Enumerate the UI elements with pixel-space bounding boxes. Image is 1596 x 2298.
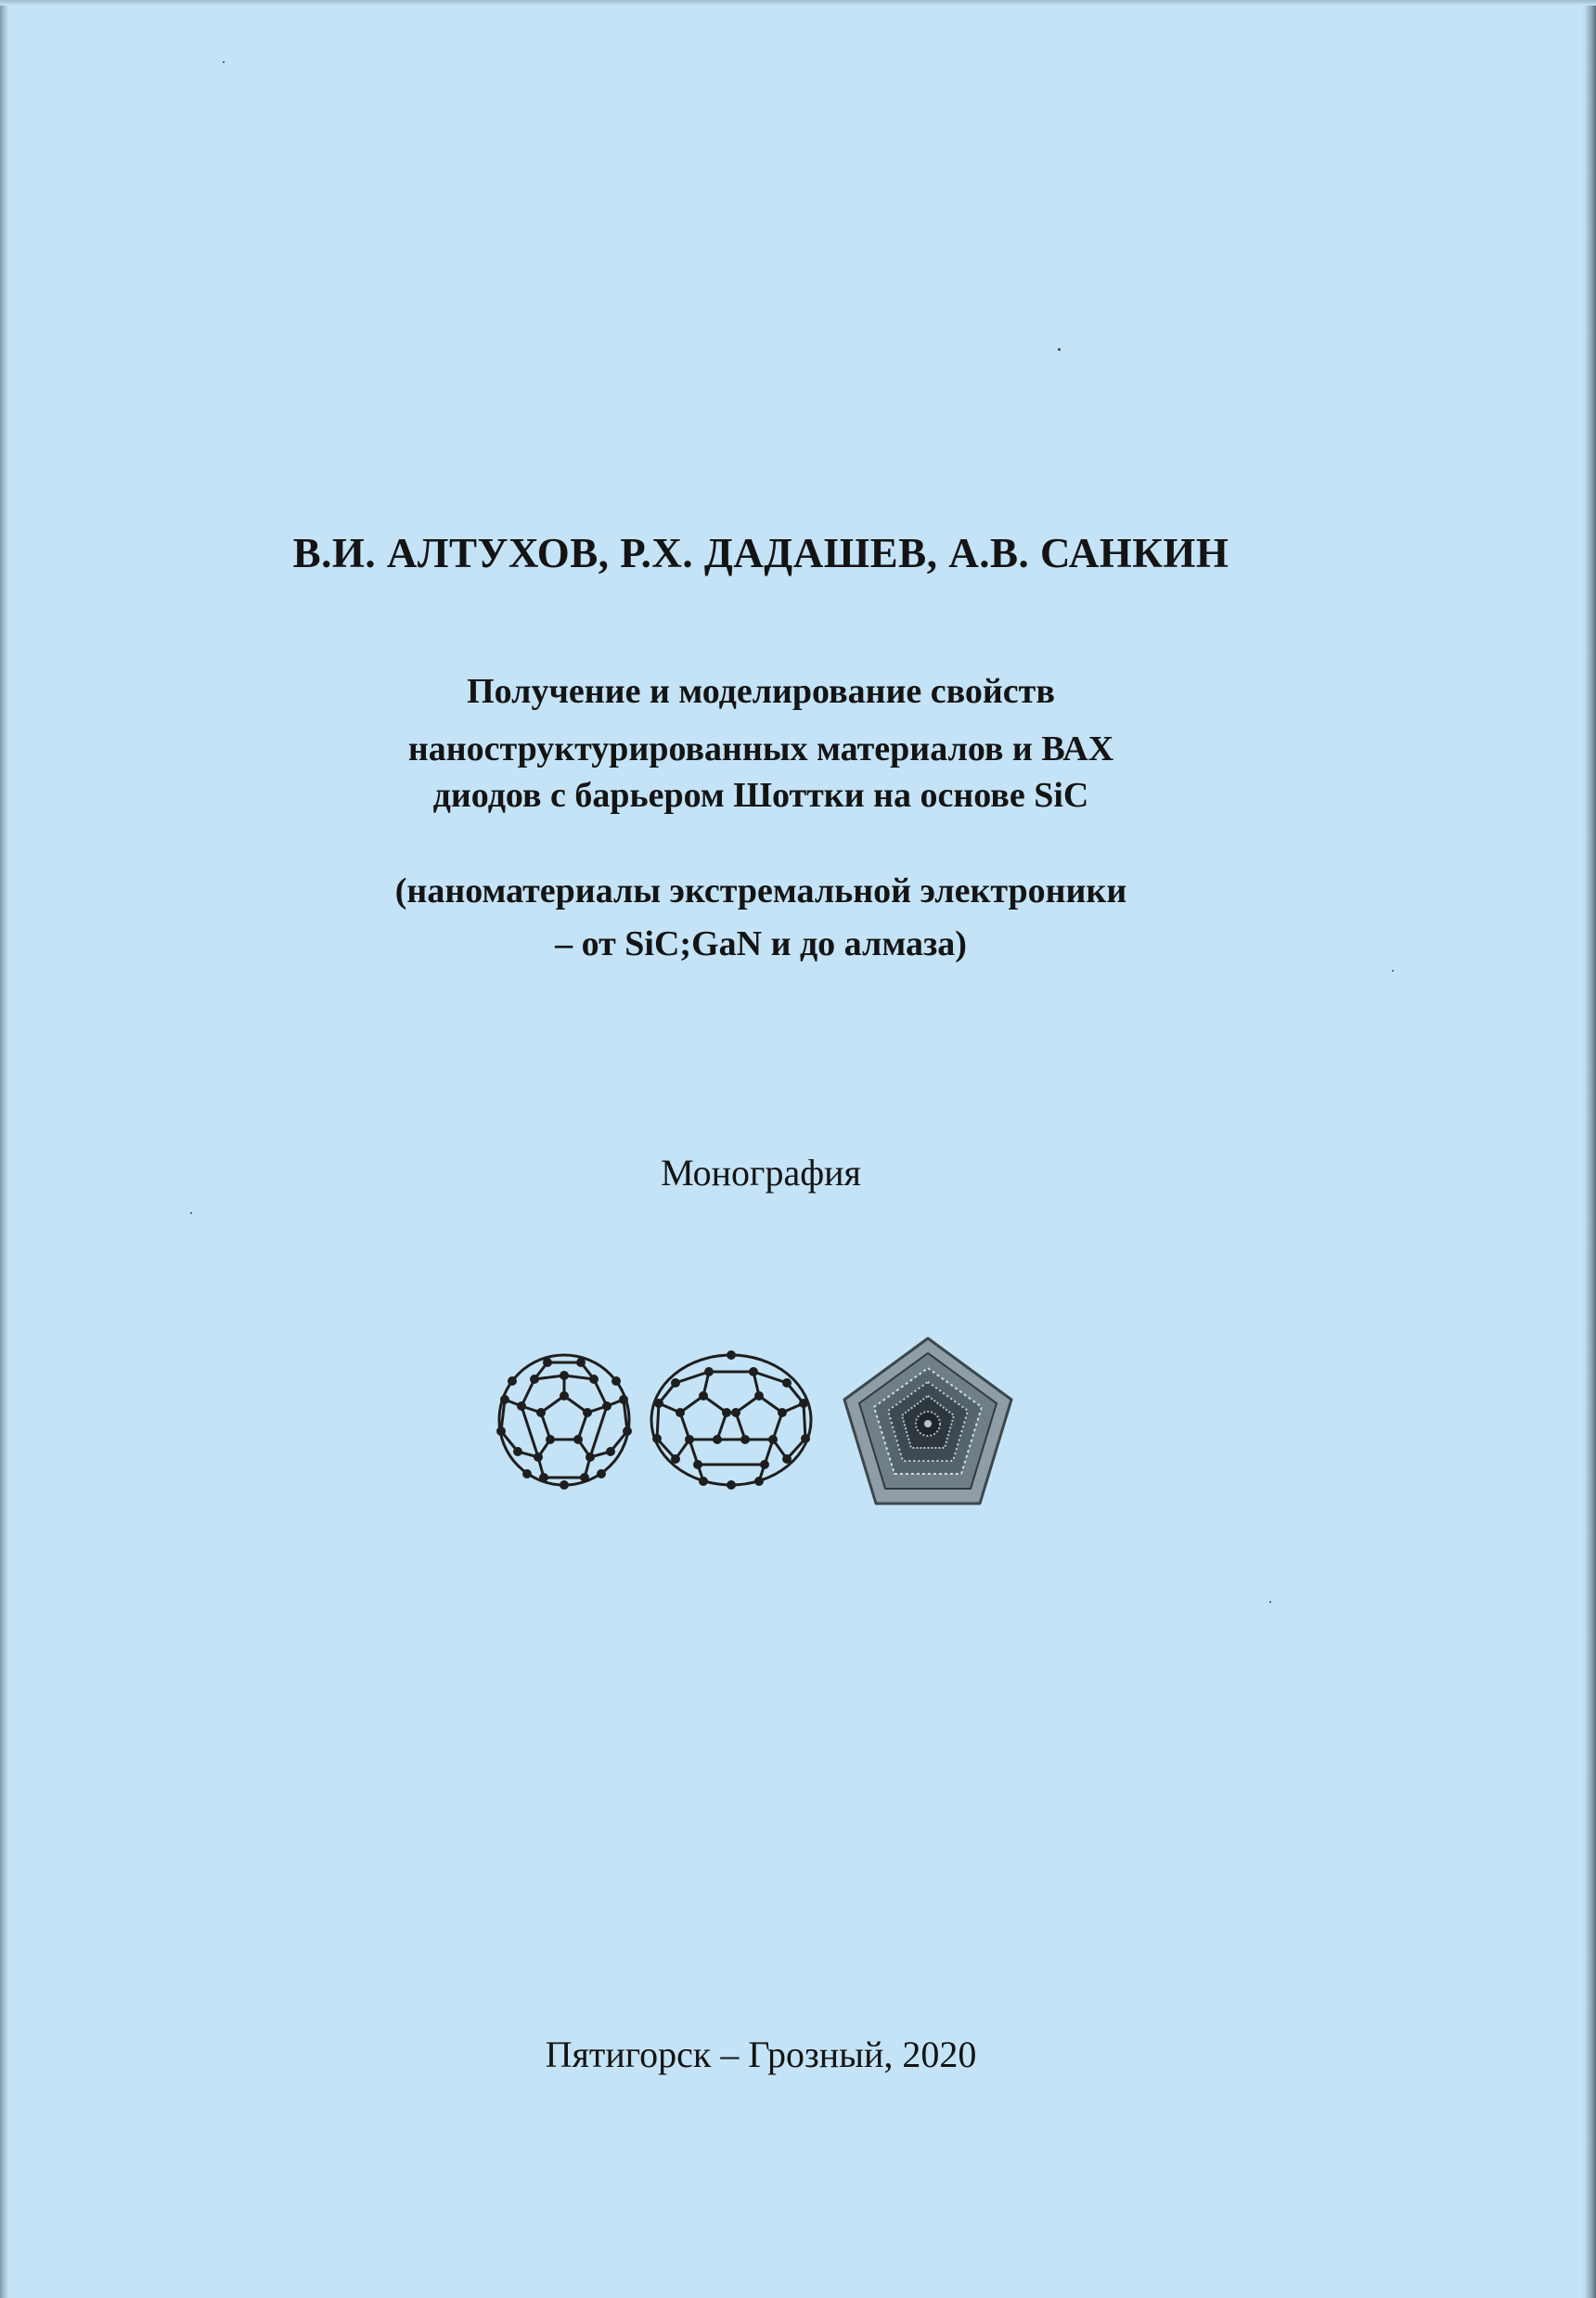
dust-speck	[1269, 1601, 1271, 1603]
dust-speck	[1392, 970, 1394, 972]
dust-speck	[190, 1212, 192, 1214]
title-line: диодов с барьером Шоттки на основе SiC	[432, 776, 1089, 815]
pentagonal-nanoparticle-icon	[844, 1338, 1011, 1504]
cover-top-edge	[0, 0, 1596, 6]
cover-right-edge	[1581, 0, 1596, 2298]
dust-speck	[1058, 348, 1061, 351]
subtitle-line: (наноматериалы экстремальной электроники	[394, 871, 1127, 910]
molecule-illustrations	[492, 1327, 1030, 1522]
genre-label: Монография	[661, 1152, 861, 1194]
place-and-year: Пятигорск – Грозный, 2020	[545, 2033, 977, 2075]
title-line: Получение и моделирование свойств	[467, 672, 1055, 711]
fullerene-c70-icon	[651, 1350, 811, 1490]
authors: В.И. АЛТУХОВ, Р.Х. ДАДАШЕВ, А.В. САНКИН	[292, 530, 1229, 576]
fullerene-c60-icon	[496, 1355, 632, 1490]
subtitle-line: – от SiC;GaN и до алмаза)	[555, 924, 967, 963]
title-line: наноструктурированных материалов и ВАХ	[407, 729, 1114, 768]
cover-left-edge	[0, 0, 9, 2298]
dust-speck	[223, 61, 225, 63]
